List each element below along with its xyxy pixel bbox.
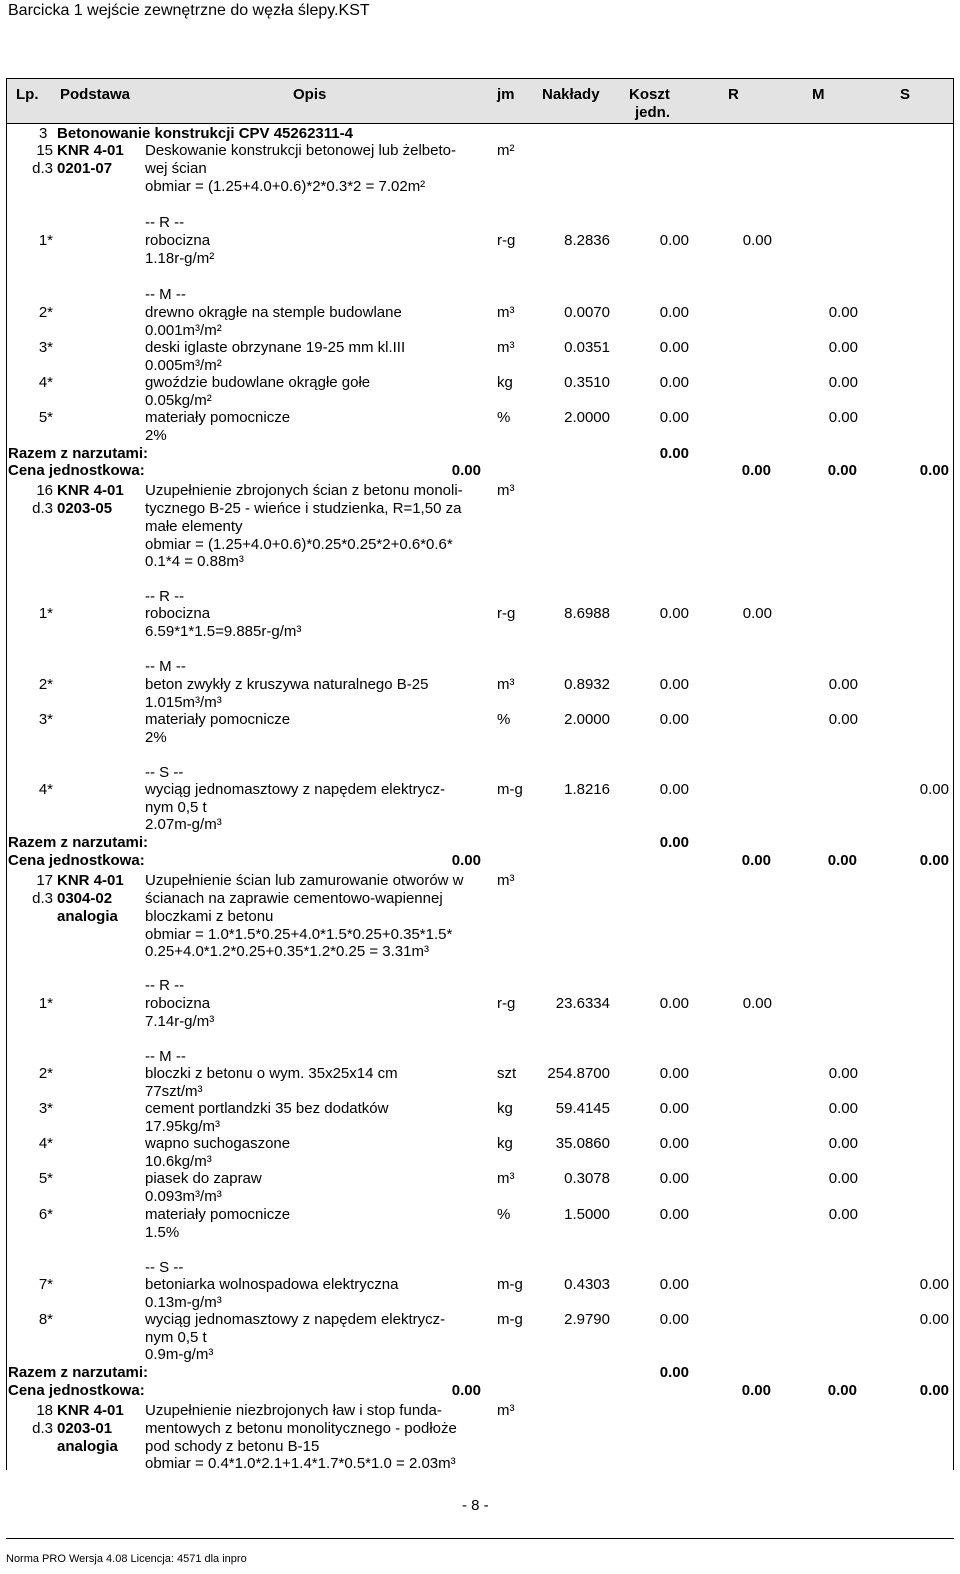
row-m-value: 0.00 — [828, 676, 858, 693]
row-opis: 0.9m-g/m³ — [145, 1346, 214, 1363]
row-naklady: 59.4145 — [555, 1100, 610, 1117]
row-m-value: 0.00 — [828, 304, 858, 321]
row-opis: materiały pomocnicze — [145, 1206, 291, 1223]
row-jm: m³ — [497, 339, 515, 356]
row-jm: m³ — [497, 304, 515, 321]
row-lp: 17 — [36, 872, 53, 889]
row-lp: 1* — [38, 232, 53, 249]
row-koszt-jedn: 0.00 — [659, 1276, 689, 1293]
row-opis: 1.015m³/m³ — [145, 694, 222, 711]
row-koszt-jedn: 0.00 — [659, 232, 689, 249]
row-opis: ścianach na zaprawie cementowo-wapiennej — [145, 890, 443, 907]
header-koszt: Koszt — [629, 86, 670, 103]
row-naklady: 35.0860 — [555, 1135, 610, 1152]
row-opis: -- S -- — [145, 764, 184, 781]
row-koszt-jedn: 0.00 — [659, 1206, 689, 1223]
row-jm: m³ — [497, 1170, 515, 1187]
row-opis: -- M -- — [145, 286, 186, 303]
row-cena-m: 0.00 — [827, 462, 857, 479]
row-cena-s: 0.00 — [919, 462, 949, 479]
row-opis: obmiar = 0.4*1.0*2.1+1.4*1.7*0.5*1.0 = 2.03m³ — [145, 1455, 456, 1472]
row-podstawa: 0304-02 — [57, 890, 113, 907]
row-opis: pod schody z betonu B-15 — [145, 1438, 320, 1455]
row-s-value: 0.00 — [919, 781, 949, 798]
row-cena-s: 0.00 — [919, 1382, 949, 1399]
row-jm: m² — [497, 142, 515, 159]
row-lp: 3* — [38, 1100, 53, 1117]
row-jm: m³ — [497, 676, 515, 693]
row-opis: tycznego B-25 - wieńce i studzienka, R=1,50 za — [145, 500, 462, 517]
row-podstawa: 0203-01 — [57, 1420, 113, 1437]
row-opis: beton zwykły z kruszywa naturalnego B-25 — [145, 676, 429, 693]
row-razem-value: 0.00 — [659, 445, 689, 462]
row-jm: kg — [497, 1100, 513, 1117]
row-opis: małe elementy — [145, 518, 243, 535]
row-opis: 0.05kg/m² — [145, 392, 212, 409]
row-summary-label: Cena jednostkowa: — [8, 1382, 145, 1399]
row-summary-label: Cena jednostkowa: — [8, 852, 145, 869]
row-cena-r: 0.00 — [741, 852, 771, 869]
row-jm: m-g — [497, 781, 523, 798]
header-opis: Opis — [293, 86, 327, 103]
row-opis: 10.6kg/m³ — [145, 1153, 212, 1170]
row-opis: 2% — [145, 427, 167, 444]
row-koszt-jedn: 0.00 — [659, 1065, 689, 1082]
row-opis: nym 0,5 t — [145, 799, 207, 816]
row-naklady: 0.4303 — [564, 1276, 610, 1293]
section-number: 3 — [39, 125, 48, 142]
row-opis: bloczkami z betonu — [145, 908, 274, 925]
row-naklady: 8.6988 — [564, 605, 610, 622]
row-jm: szt — [497, 1065, 517, 1082]
row-r-value: 0.00 — [742, 995, 772, 1012]
row-opis: betoniarka wolnospadowa elektryczna — [145, 1276, 399, 1293]
row-opis: -- R -- — [145, 588, 185, 605]
row-opis: materiały pomocnicze — [145, 409, 291, 426]
row-podstawa: KNR 4-01 — [57, 1402, 124, 1419]
row-jm: m³ — [497, 1402, 515, 1419]
row-summary-label: Razem z narzutami: — [8, 1364, 149, 1381]
row-lp: 3* — [38, 711, 53, 728]
row-summary-label: Razem z narzutami: — [8, 445, 149, 462]
row-lp: 4* — [38, 781, 53, 798]
row-cena-m: 0.00 — [827, 852, 857, 869]
row-lp: d.3 — [32, 160, 53, 177]
row-opis: robocizna — [145, 995, 211, 1012]
row-opis: 0.25+4.0*1.2*0.25+0.35*1.2*0.25 = 3.31m³ — [145, 943, 429, 960]
row-opis: wej ścian — [145, 160, 207, 177]
row-opis: 0.1*4 = 0.88m³ — [145, 553, 244, 570]
row-opis: -- M -- — [145, 658, 186, 675]
row-koszt-jedn: 0.00 — [659, 1100, 689, 1117]
footer-license: Norma PRO Wersja 4.08 Licencja: 4571 dla inpro — [6, 1553, 247, 1565]
header-left-rule — [6, 78, 7, 123]
row-koszt-jedn: 0.00 — [659, 995, 689, 1012]
row-opis: 7.14r-g/m³ — [145, 1013, 215, 1030]
header-bottom-rule — [6, 123, 954, 124]
row-naklady: 0.0351 — [564, 339, 610, 356]
row-cena-jedn-value: 0.00 — [451, 1382, 481, 1399]
row-opis: Uzupełnienie ścian lub zamurowanie otworów w — [145, 872, 464, 889]
row-opis: gwoździe budowlane okrągłe gołe — [145, 374, 371, 391]
row-m-value: 0.00 — [828, 1170, 858, 1187]
row-opis: bloczki z betonu o wym. 35x25x14 cm — [145, 1065, 398, 1082]
row-lp: 8* — [38, 1311, 53, 1328]
row-m-value: 0.00 — [828, 1135, 858, 1152]
table-header-background — [6, 78, 953, 123]
row-cena-m: 0.00 — [827, 1382, 857, 1399]
row-naklady: 2.0000 — [564, 409, 610, 426]
header-s: S — [900, 86, 911, 103]
row-podstawa: KNR 4-01 — [57, 482, 124, 499]
table-left-rule — [6, 123, 7, 1470]
row-jm: r-g — [497, 232, 516, 249]
row-opis: -- R -- — [145, 214, 185, 231]
row-razem-value: 0.00 — [659, 834, 689, 851]
header-podstawa: Podstawa — [60, 86, 131, 103]
row-opis: 77szt/m³ — [145, 1083, 203, 1100]
header-koszt-jedn: jedn. — [635, 104, 671, 121]
row-m-value: 0.00 — [828, 711, 858, 728]
row-opis: Uzupełnienie niezbrojonych ław i stop funda- — [145, 1402, 442, 1419]
row-opis: obmiar = 1.0*1.5*0.25+4.0*1.5*0.25+0.35*1.5* — [145, 926, 453, 943]
row-jm: m³ — [497, 482, 515, 499]
section-title: Betonowanie konstrukcji CPV 45262311-4 — [57, 125, 353, 142]
row-opis: Uzupełnienie zbrojonych ścian z betonu monoli- — [145, 482, 463, 499]
row-naklady: 1.8216 — [564, 781, 610, 798]
row-summary-label: Cena jednostkowa: — [8, 462, 145, 479]
row-podstawa: 0201-07 — [57, 160, 113, 177]
row-r-value: 0.00 — [742, 605, 772, 622]
row-koszt-jedn: 0.00 — [659, 339, 689, 356]
row-jm: r-g — [497, 605, 516, 622]
row-opis: -- R -- — [145, 977, 185, 994]
row-koszt-jedn: 0.00 — [659, 1311, 689, 1328]
row-naklady: 8.2836 — [564, 232, 610, 249]
row-lp: 6* — [38, 1206, 53, 1223]
row-koszt-jedn: 0.00 — [659, 1135, 689, 1152]
row-opis: wyciąg jednomasztowy z napędem elektrycz- — [145, 1311, 446, 1328]
row-naklady: 254.8700 — [547, 1065, 610, 1082]
row-jm: % — [497, 1206, 511, 1223]
row-naklady: 1.5000 — [564, 1206, 610, 1223]
row-naklady: 0.3078 — [564, 1170, 610, 1187]
row-naklady: 0.8932 — [564, 676, 610, 693]
row-opis: obmiar = (1.25+4.0+0.6)*0.25*0.25*2+0.6*0.6* — [145, 536, 453, 553]
row-opis: materiały pomocnicze — [145, 711, 291, 728]
row-opis: 6.59*1*1.5=9.885r-g/m³ — [145, 623, 302, 640]
row-m-value: 0.00 — [828, 1065, 858, 1082]
row-opis: wapno suchogaszone — [145, 1135, 291, 1152]
row-lp: 15 — [36, 142, 53, 159]
row-m-value: 0.00 — [828, 374, 858, 391]
header-naklady: Nakłady — [542, 86, 600, 103]
row-koszt-jedn: 0.00 — [659, 605, 689, 622]
header-right-rule — [953, 78, 954, 123]
row-opis: wyciąg jednomasztowy z napędem elektrycz- — [145, 781, 446, 798]
row-lp: d.3 — [32, 500, 53, 517]
row-summary-label: Razem z narzutami: — [8, 834, 149, 851]
row-lp: 2* — [38, 304, 53, 321]
row-opis: piasek do zapraw — [145, 1170, 262, 1187]
row-koszt-jedn: 0.00 — [659, 781, 689, 798]
row-s-value: 0.00 — [919, 1311, 949, 1328]
row-podstawa: KNR 4-01 — [57, 872, 124, 889]
row-opis: robocizna — [145, 232, 211, 249]
row-koszt-jedn: 0.00 — [659, 1170, 689, 1187]
row-opis: robocizna — [145, 605, 211, 622]
row-lp: 4* — [38, 1135, 53, 1152]
row-jm: % — [497, 711, 511, 728]
row-naklady: 2.9790 — [564, 1311, 610, 1328]
document-title: Barcicka 1 wejście zewnętrzne do węzła ślepy.KST — [8, 2, 370, 19]
row-jm: % — [497, 409, 511, 426]
row-koszt-jedn: 0.00 — [659, 374, 689, 391]
row-opis: 2% — [145, 729, 167, 746]
row-opis: -- S -- — [145, 1259, 184, 1276]
row-razem-value: 0.00 — [659, 1364, 689, 1381]
row-lp: 1* — [38, 605, 53, 622]
row-opis: drewno okrągłe na stemple budowlane — [145, 304, 402, 321]
row-cena-jedn-value: 0.00 — [451, 462, 481, 479]
footer-rule — [6, 1538, 954, 1539]
row-lp: 1* — [38, 995, 53, 1012]
row-cena-s: 0.00 — [919, 852, 949, 869]
row-jm: m-g — [497, 1276, 523, 1293]
header-r: R — [728, 86, 739, 103]
row-opis: 0.13m-g/m³ — [145, 1294, 222, 1311]
table-right-rule — [953, 123, 954, 1470]
row-naklady: 0.3510 — [564, 374, 610, 391]
row-opis: 0.001m³/m² — [145, 322, 222, 339]
row-opis: 1.5% — [145, 1224, 180, 1241]
row-opis: mentowych z betonu monolitycznego - podłoże — [145, 1420, 457, 1437]
row-m-value: 0.00 — [828, 1100, 858, 1117]
row-opis: Deskowanie konstrukcji betonowej lub żelbeto- — [145, 142, 457, 159]
row-cena-jedn-value: 0.00 — [451, 852, 481, 869]
row-lp: 5* — [38, 409, 53, 426]
row-lp: d.3 — [32, 1420, 53, 1437]
row-podstawa: analogia — [57, 1438, 118, 1455]
row-opis: 0.093m³/m³ — [145, 1188, 222, 1205]
row-cena-r: 0.00 — [741, 1382, 771, 1399]
row-lp: 2* — [38, 1065, 53, 1082]
row-lp: 5* — [38, 1170, 53, 1187]
row-podstawa: 0203-05 — [57, 500, 113, 517]
header-jm: jm — [497, 86, 515, 103]
row-jm: m³ — [497, 872, 515, 889]
row-opis: 0.005m³/m² — [145, 357, 222, 374]
row-opis: cement portlandzki 35 bez dodatków — [145, 1100, 389, 1117]
row-jm: kg — [497, 374, 513, 391]
row-lp: 2* — [38, 676, 53, 693]
row-lp: 3* — [38, 339, 53, 356]
row-m-value: 0.00 — [828, 409, 858, 426]
row-koszt-jedn: 0.00 — [659, 409, 689, 426]
row-lp: 18 — [36, 1402, 53, 1419]
row-lp: 7* — [38, 1276, 53, 1293]
row-cena-r: 0.00 — [741, 462, 771, 479]
row-opis: obmiar = (1.25+4.0+0.6)*2*0.3*2 = 7.02m² — [145, 178, 426, 195]
row-m-value: 0.00 — [828, 339, 858, 356]
row-opis: deski iglaste obrzynane 19-25 mm kl.III — [145, 339, 406, 356]
row-naklady: 0.0070 — [564, 304, 610, 321]
row-koszt-jedn: 0.00 — [659, 711, 689, 728]
header-lp: Lp. — [16, 86, 39, 103]
header-top-rule — [6, 78, 954, 79]
row-opis: 1.18r-g/m² — [145, 250, 215, 267]
row-jm: m-g — [497, 1311, 523, 1328]
row-koszt-jedn: 0.00 — [659, 676, 689, 693]
header-m: M — [812, 86, 825, 103]
row-podstawa: analogia — [57, 908, 118, 925]
row-lp: d.3 — [32, 890, 53, 907]
row-opis: 17.95kg/m³ — [145, 1118, 221, 1135]
row-opis: 2.07m-g/m³ — [145, 816, 222, 833]
page-number: - 8 - — [462, 1497, 489, 1514]
row-podstawa: KNR 4-01 — [57, 142, 124, 159]
row-m-value: 0.00 — [828, 1206, 858, 1223]
row-naklady: 2.0000 — [564, 711, 610, 728]
row-lp: 4* — [38, 374, 53, 391]
row-koszt-jedn: 0.00 — [659, 304, 689, 321]
row-opis: nym 0,5 t — [145, 1329, 207, 1346]
row-lp: 16 — [36, 482, 53, 499]
row-s-value: 0.00 — [919, 1276, 949, 1293]
row-jm: r-g — [497, 995, 516, 1012]
row-naklady: 23.6334 — [555, 995, 610, 1012]
row-jm: kg — [497, 1135, 513, 1152]
row-opis: -- M -- — [145, 1048, 186, 1065]
row-r-value: 0.00 — [742, 232, 772, 249]
